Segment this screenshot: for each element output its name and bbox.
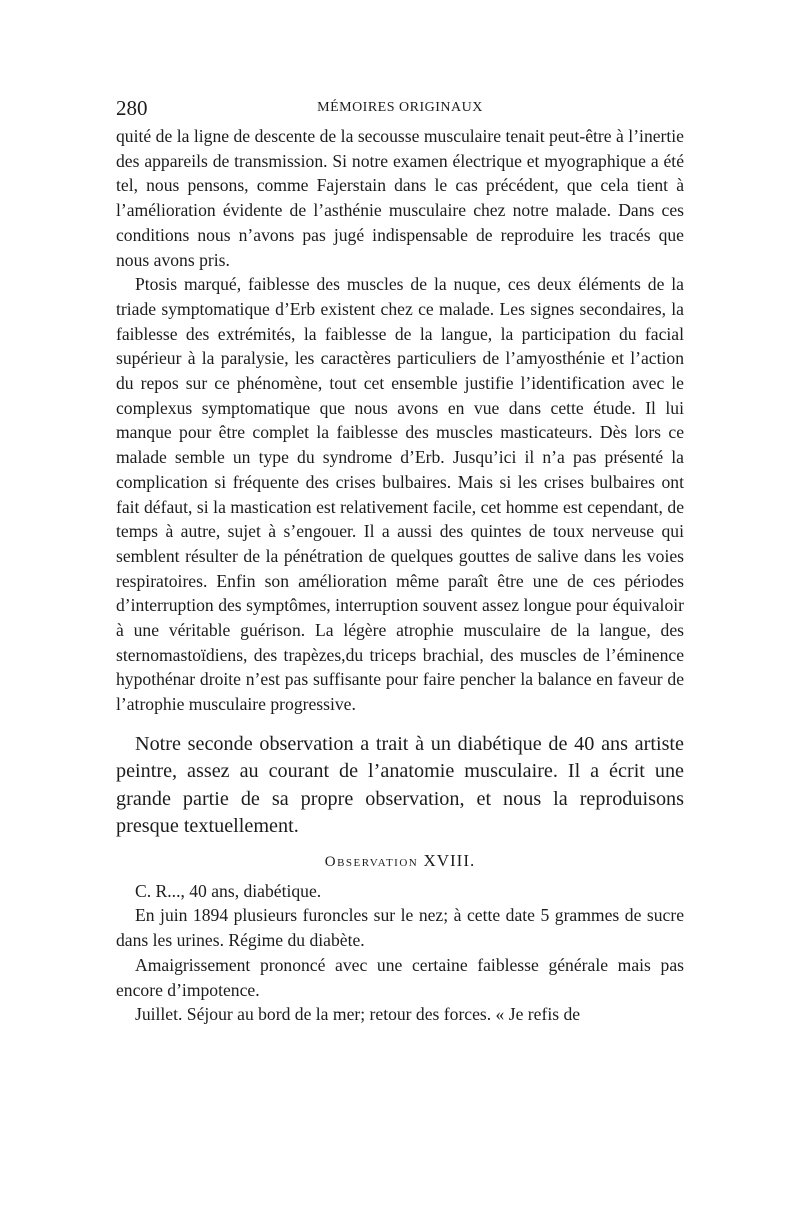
paragraph-discussion: Ptosis marqué, faiblesse des muscles de la nuque, ces deux éléments de la triade symptomatique d’Erb existent chez ce malade. Les signes secondaires, la faiblesse des extrémités, la faiblesse de la langue, la participation du facial supérieur à la paralysie, les caractères particuliers de l’amyosthénie et l’action du repos sur ce phénomène, tout cet ensemble justifie l’identification avec le complexus symptomatique que nous avons en vue dans cette étude. Il lui manque pour être complet la faiblesse des muscles masticateurs. Dès lors ce malade semble un type du syndrome d’Erb. Jusqu’ici il n’a pas présenté la complication si fréquente des crises bulbaires. Mais si les crises bulbaires ont fait défaut, si la mastication est relativement facile, cet homme est cependant, de temps à autre, sujet à s’engouer. Il a aussi des quintes de toux nerveuse qui semblent résulter de la pénétration de quelques gouttes de salive dans les voies respiratoires. Enfin son amélioration même paraît être une de ces périodes d’interruption des symptômes, interruption souvent assez longue pour équivaloir à une véritable guérison. La légère atrophie musculaire de la langue, des sternomastoïdiens, des trapèzes,du triceps brachial, des muscles de l’éminence hypothénar droite n’est pas suffisante pour faire pencher la balance en faveur de l’atrophie musculaire progressive. (116, 274, 684, 715)
observation-label: Observation (324, 853, 419, 870)
observation-line: C. R..., 40 ans, diabétique. (135, 880, 322, 901)
observation-line: En juin 1894 plusieurs furoncles sur le nez; à cette date 5 grammes de sucre dans les urines. Régime du diabète. (116, 905, 684, 951)
observation-line: Juillet. Séjour au bord de la mer; retour des forces. « Je refis de (135, 1004, 581, 1025)
observation-line: Amaigrissement prononcé avec une certaine faiblesse générale mais pas encore d’impotence. (116, 954, 684, 1000)
observation-heading (116, 851, 684, 871)
running-head (116, 96, 684, 122)
page-number: 280 (116, 96, 148, 120)
paragraph-introduction: Notre seconde observation a trait à un diabétique de 40 ans artiste peintre, assez au courant de l’anatomie musculaire. Il a écrit une grande partie de sa propre observation, et nous la reproduisons presque textuellement. (116, 732, 684, 838)
running-title: MÉMOIRES ORIGINAUX (317, 100, 483, 115)
observation-number: XVIII. (423, 850, 476, 870)
paragraph-continued: quité de la ligne de descente de la secousse musculaire tenait peut-être à l’inertie des appareils de transmission. Si notre examen électrique et myographique a été tel, nous pensons, comme Fajerstain dans le cas précédent, que cela tient à l’amélioration évidente de l’asthénie musculaire chez notre malade. Dans ces conditions nous n’avons pas jugé indispensable de reproduire les tracés que nous avons pris. (116, 126, 684, 270)
page-content (116, 96, 684, 1027)
